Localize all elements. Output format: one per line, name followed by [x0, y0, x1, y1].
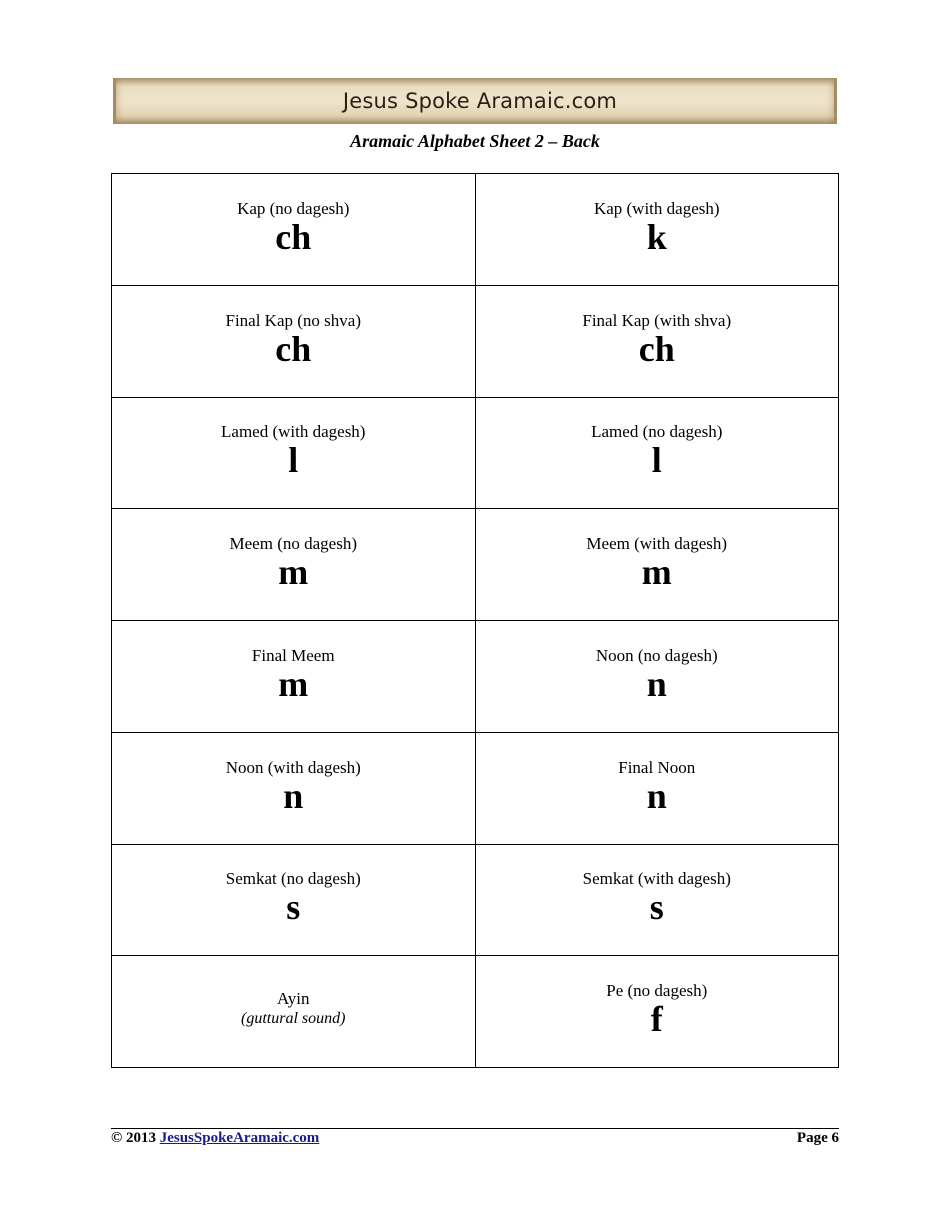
letter-name: Ayin [277, 989, 310, 1009]
letter-sound: l [288, 440, 299, 481]
letter-name: Kap (with dagesh) [593, 198, 720, 218]
letter-sound: n [646, 663, 667, 704]
letter-note: (guttural sound) [241, 1010, 346, 1028]
banner-title: Jesus Spoke Aramaic.com [342, 89, 618, 113]
letter-card [112, 174, 476, 286]
letter-sound: n [283, 775, 304, 816]
letter-name: Semkat (with dagesh) [582, 869, 731, 889]
letter-card [112, 845, 476, 957]
page-number: Page 6 [796, 1130, 839, 1146]
letter-card [476, 174, 840, 286]
letter-name: Final Kap (no shva) [225, 310, 361, 330]
letter-card [112, 509, 476, 621]
letter-sound: n [646, 775, 667, 816]
page-title: Aramaic Alphabet Sheet 2 – Back [350, 131, 600, 151]
letter-card [476, 621, 840, 733]
letter-sound: m [278, 663, 309, 704]
letter-sound: s [649, 887, 664, 928]
letter-card [112, 398, 476, 510]
footer-copyright [111, 1129, 319, 1147]
letter-name: Lamed (with dagesh) [221, 422, 366, 442]
letter-name: Meem (no dagesh) [229, 534, 357, 554]
letter-name: Final Kap (with shva) [582, 310, 732, 330]
letter-card [112, 733, 476, 845]
letter-name: Semkat (no dagesh) [225, 869, 361, 889]
letter-name: Pe (no dagesh) [606, 981, 708, 1001]
letter-sound: f [650, 999, 663, 1040]
letter-sound: ch [275, 216, 312, 257]
site-banner [113, 78, 837, 124]
letter-name: Meem (with dagesh) [586, 534, 728, 554]
letter-sound: l [651, 440, 662, 481]
letter-card [476, 509, 840, 621]
site-link[interactable]: JesusSpokeAramaic.com [159, 1130, 320, 1146]
letter-name: Noon (with dagesh) [225, 757, 361, 777]
alphabet-card-grid [111, 173, 839, 1068]
letter-name: Final Noon [618, 757, 696, 777]
letter-sound: m [278, 552, 309, 593]
letter-sound: s [286, 887, 301, 928]
letter-card [112, 621, 476, 733]
letter-card [476, 845, 840, 957]
letter-name: Noon (no dagesh) [595, 645, 718, 665]
copyright-text: © 2013 [111, 1130, 156, 1146]
letter-card [112, 286, 476, 398]
letter-name: Kap (no dagesh) [237, 198, 350, 218]
letter-card [476, 733, 840, 845]
letter-card [476, 956, 840, 1068]
letter-card [112, 956, 476, 1068]
letter-name: Final Meem [251, 645, 335, 665]
page-footer [111, 1128, 839, 1147]
letter-sound: k [646, 216, 667, 257]
letter-card [476, 398, 840, 510]
letter-sound: m [641, 552, 672, 593]
letter-name: Lamed (no dagesh) [591, 422, 723, 442]
letter-sound: ch [275, 328, 312, 369]
letter-sound: ch [638, 328, 675, 369]
letter-card [476, 286, 840, 398]
